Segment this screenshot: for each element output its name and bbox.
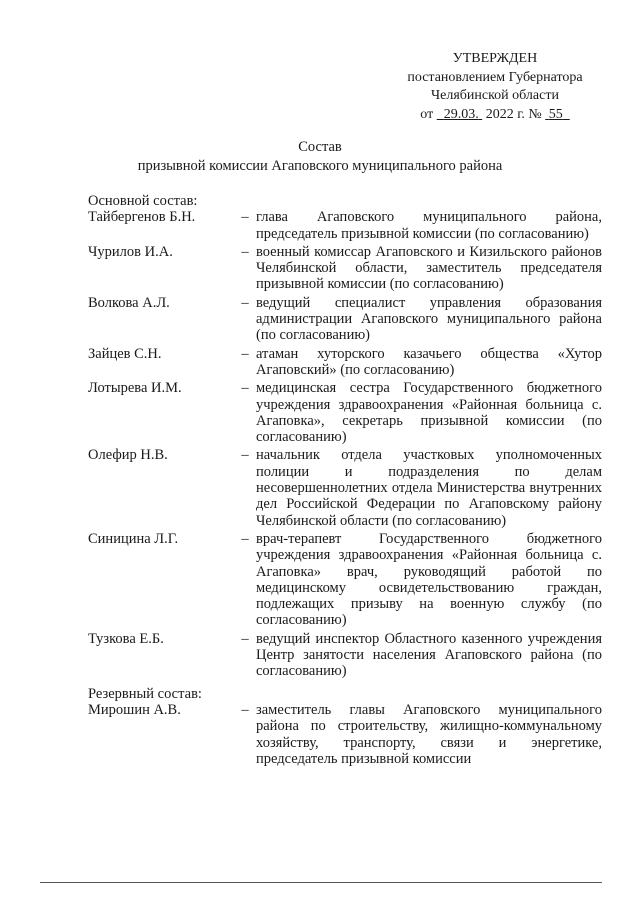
title-line-1: Состав (298, 139, 342, 155)
member-dash: – (241, 243, 249, 260)
member-dash: – (241, 294, 249, 311)
member-dash: – (241, 447, 249, 464)
member-dash: – (241, 630, 249, 647)
approval-authority: постановлением Губернатора (407, 69, 583, 85)
member-role: атаман хуторского казачьего общества «Хутор Агаповский» (по согласованию) (256, 345, 602, 378)
member-role: глава Агаповского муниципального района, председатель призывной комиссии (по согласованию) (256, 209, 602, 242)
reserve-section-heading: Резервный состав: (88, 685, 202, 702)
approval-heading: УТВЕРЖДЕН (452, 51, 538, 66)
date-prefix: от (420, 106, 434, 122)
member-dash: – (241, 701, 249, 718)
member-row (88, 209, 602, 242)
member-row (88, 244, 602, 293)
approval-year: 2022 г. № (485, 106, 542, 122)
approval-date: 29.03. (443, 106, 479, 122)
member-name: Чурилов И.А. (88, 243, 173, 260)
member-name: Тайбергенов Б.Н. (88, 209, 196, 226)
member-row (88, 447, 602, 528)
document-title (0, 138, 640, 176)
member-row (88, 631, 602, 680)
member-role: ведущий специалист управления образования администрации Агаповского муниципального района (по согласованию) (256, 294, 602, 344)
member-role: врач-терапевт Государственного бюджетного учреждения здравоохранения «Районная больница с. Агаповка» врач, руководящий работой по медицинскому освидетельствованию граждан, подлежащих призыву на военную службу (по согласованию) (256, 530, 602, 629)
member-role: медицинская сестра Государственного бюджетного учреждения здравоохранения «Районная больница с. Агаповка», секретарь призывной комиссии (по согласованию) (256, 380, 602, 446)
member-name: Лотырева И.М. (88, 380, 182, 397)
member-name: Синицина Л.Г. (88, 530, 179, 547)
approval-date-line (390, 106, 600, 125)
member-row (88, 531, 602, 629)
member-name: Зайцев С.Н. (88, 345, 162, 362)
approval-stamp (390, 50, 600, 124)
member-name: Мирошин А.В. (88, 701, 181, 718)
member-name: Волкова А.Л. (88, 294, 170, 311)
member-row (88, 380, 602, 445)
member-role: заместитель главы Агаповского муниципального района по строительству, жилищно-коммунальному хозяйству, транспорту, связи и энергетике, председатель призывной комиссии (256, 701, 602, 767)
member-dash: – (241, 380, 249, 397)
member-row (88, 295, 602, 344)
member-role: военный комиссар Агаповского и Кизильского районов Челябинской области, заместитель председателя призывной комиссии (по согласованию) (256, 243, 602, 293)
member-name: Олефир Н.В. (88, 447, 168, 464)
page-bottom-rule (40, 882, 602, 883)
member-name: Тузкова Е.Б. (88, 630, 164, 647)
commission-list (88, 193, 602, 769)
main-section-heading: Основной состав: (88, 193, 198, 209)
member-row (88, 346, 602, 379)
member-role: ведущий инспектор Областного казенного учреждения Центр занятости населения Агаповского района (по согласованию) (256, 630, 602, 680)
title-line-2: призывной комиссии Агаповского муниципального района (137, 158, 503, 174)
member-dash: – (241, 345, 249, 362)
member-row (88, 702, 602, 767)
member-dash: – (241, 209, 249, 226)
approval-number: 55 (548, 106, 563, 122)
member-role: начальник отдела участковых уполномоченных полиции и подразделения по делам несовершеннолетних отдела Министерства внутренних дел Российской Федерации по Агаповскому району Челябинской области (по согласованию) (256, 447, 602, 529)
approval-region: Челябинской области (431, 88, 559, 103)
member-dash: – (241, 530, 249, 547)
